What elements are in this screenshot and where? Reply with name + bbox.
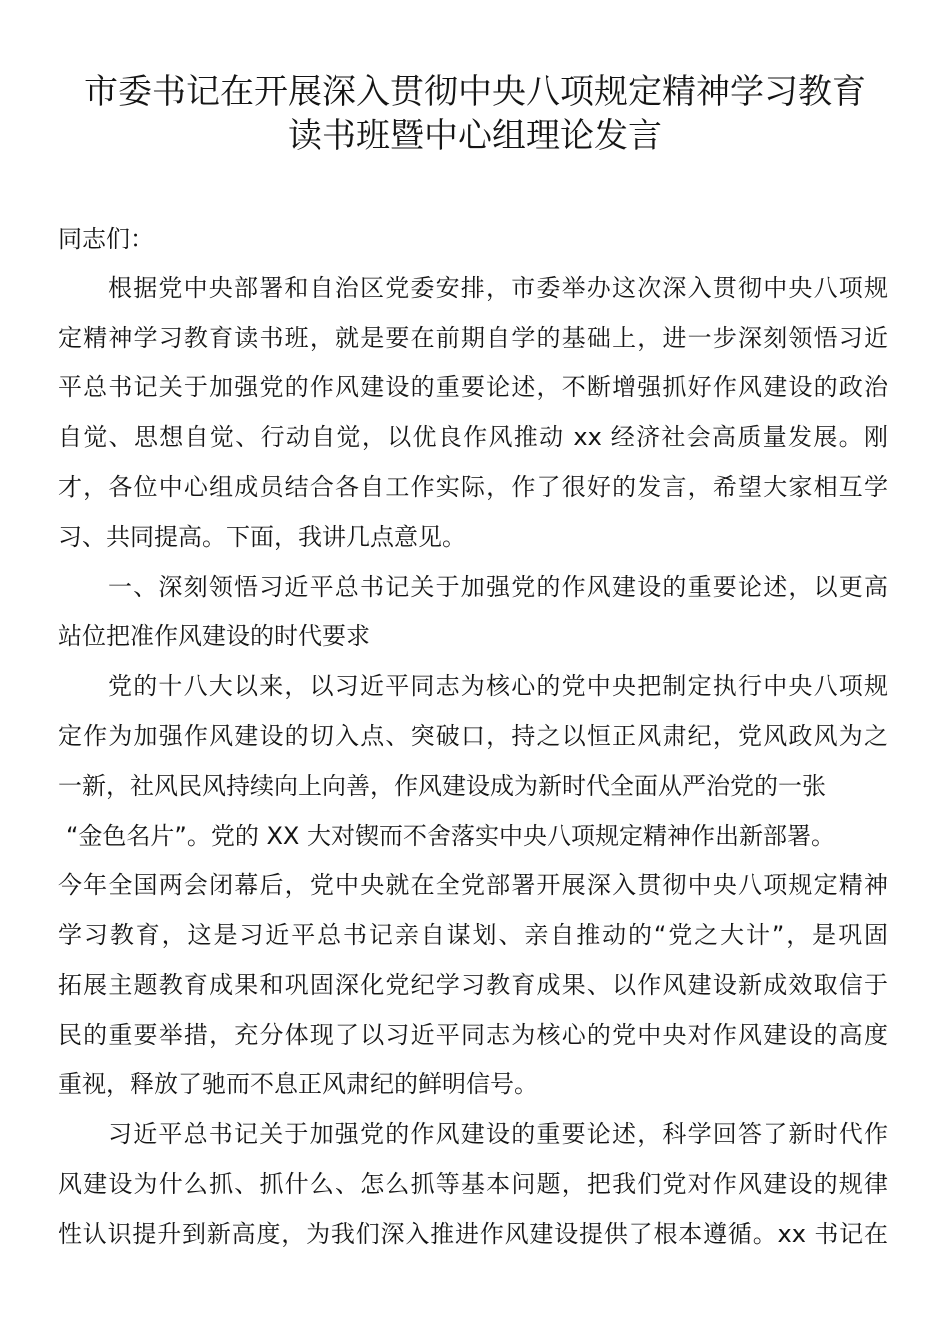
paragraph-1-line: 根据党中央部署和自治区党委安排，市委举办这次深入贯彻中央八项规 [108,274,888,302]
paragraph-1-line: 自觉、思想自觉、行动自觉，以优良作风推动 xx 经济社会高质量发展。刚 [58,423,888,451]
document-title-line-2: 读书班暨中心组理论发言 [288,116,662,156]
section-heading-1-line: 一、深刻领悟习近平总书记关于加强党的作风建设的重要论述，以更高 [108,573,888,601]
paragraph-1-line: 平总书记关于加强党的作风建设的重要论述，不断增强抓好作风建设的政治 [58,373,888,401]
paragraph-2-line: “金色名片”。党的 XX 大对锲而不舍落实中央八项规定精神作出新部署。 [66,822,836,850]
paragraph-2-line: 定作为加强作风建设的切入点、突破口，持之以恒正风肃纪，党风政风为之 [58,722,888,750]
paragraph-2-line: 拓展主题教育成果和巩固深化党纪学习教育成果、以作风建设新成效取信于 [58,971,888,999]
paragraph-2-line: 学习教育，这是习近平总书记亲自谋划、亲自推动的“党之大计”，是巩固 [58,921,888,949]
paragraph-2-line: 今年全国两会闭幕后，党中央就在全党部署开展深入贯彻中央八项规定精神 [58,871,888,899]
paragraph-2-line: 民的重要举措，充分体现了以习近平同志为核心的党中央对作风建设的高度 [58,1021,888,1049]
paragraph-3-line: 习近平总书记关于加强党的作风建设的重要论述，科学回答了新时代作 [108,1120,888,1148]
paragraph-2-line: 党的十八大以来，以习近平同志为核心的党中央把制定执行中央八项规 [108,672,888,700]
paragraph-3-line: 性认识提升到新高度，为我们深入推进作风建设提供了根本遵循。xx 书记在 [58,1220,888,1248]
paragraph-1-line: 才，各位中心组成员结合各自工作实际，作了很好的发言，希望大家相互学 [58,473,888,501]
paragraph-1-line: 习、共同提高。下面，我讲几点意见。 [58,523,466,551]
salutation: 同志们： [58,225,154,253]
paragraph-2-line: 一新，社风民风持续向上向善，作风建设成为新时代全面从严治党的一张 [58,772,826,800]
section-heading-1-line: 站位把准作风建设的时代要求 [58,622,370,650]
document-title-line-1: 市委书记在开展深入贯彻中央八项规定精神学习教育 [84,72,866,112]
paragraph-2-line: 重视，释放了驰而不息正风肃纪的鲜明信号。 [58,1070,538,1098]
paragraph-3-line: 风建设为什么抓、抓什么、怎么抓等基本问题，把我们党对作风建设的规律 [58,1170,888,1198]
paragraph-1-line: 定精神学习教育读书班，就是要在前期自学的基础上，进一步深刻领悟习近 [58,324,888,352]
